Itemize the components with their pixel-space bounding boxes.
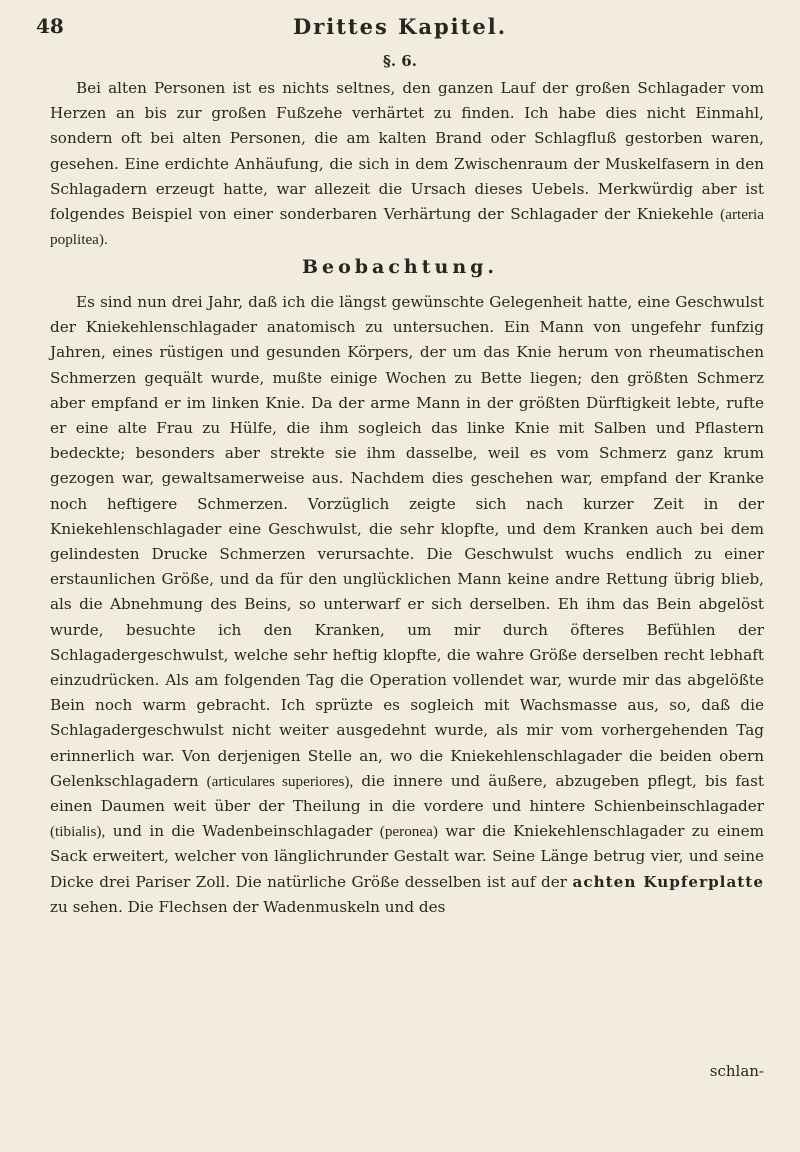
page-number: 48 xyxy=(36,14,64,38)
section-mark: §. 6. xyxy=(383,52,417,70)
latin-term: (peronea) xyxy=(379,823,438,841)
plate-reference: achten Kupferplatte xyxy=(572,872,764,891)
paragraph-1-text: Bei alten Personen ist es nichts seltnes, den ganzen Lauf der großen Schlagader vom Herzen an bis zur großen Fußzehe verhärtet zu finden. Ich habe dies nicht Einmahl, sondern oft bei alten Personen, die am kalten Brand oder Schlagfluß gestorben waren, gesehen. Eine erdichte Anhäufung, die sich in dem Zwischenraum der Muskelfasern in den Schlagadern erzeugt hatte, war allezeit die Ursach dieses Uebels. Merkwürdig aber ist folgendes Beispiel von einer sonderbaren Verhärtung der Schlagader der Kniekehle xyxy=(50,79,764,224)
paragraph-2-part-3: und in die Wadenbeinschlagader xyxy=(112,822,373,841)
paragraph-1 xyxy=(50,76,764,252)
paragraph-2 xyxy=(50,290,764,920)
latin-term: (tibialis), xyxy=(50,823,106,841)
running-head: Drittes Kapitel. xyxy=(292,14,508,39)
paragraph-2-part-1: Es sind nun drei Jahr, daß ich die längst gewünschte Gelegenheit hatte, eine Geschwulst der Kniekehlenschlagader anatomisch zu untersuchen. Ein Mann von ungefehr funfzig Jahren, eines rüstigen und gesunden Körpers, der um das Knie herum von rheumatischen Schmerzen gequält wurde, mußte einige Wochen zu Bette liegen; den größten Schmerz aber empfand er im linken Knie. Da der arme Mann in der größten Dürftigkeit lebte, rufte er eine alte Frau zu Hülfe, die ihm sogleich das linke Knie mit Salben und Pflastern bedeckte; besonders aber strekte sie ihm dasselbe, weil es vom Schmerz ganz krum gezogen war, gewaltsamerweise aus. Nachdem dies geschehen war, empfand der Kranke noch heftigere Schmerzen. Vorzüglich zeigte sich nach kurzer Zeit in der Kniekehlenschlagader eine Geschwulst, die sehr klopfte, und dem Kranken auch bei dem gelindesten Drucke Schmerzen verursachte. Die Geschwulst wuchs endlich zu einer erstaunlichen Größe, und da für den unglücklichen Mann keine andre Rettung übrig blieb, als die Abnehmung des Beins, so unterwarf er sich derselben. Eh ihm das Bein abgelöst wurde, besuchte ich den Kranken, um mir durch öfteres Befühlen der Schlagadergeschwulst, welche sehr heftig klopfte, die wahre Größe derselben recht lebhaft einzudrücken. Als am folgenden Tag die Operation vollendet war, wurde mir das abgelößte Bein noch warm gebracht. Ich sprüzte es sogleich mit Wachsmasse aus, so, daß die Schlagadergeschwulst nicht weiter ausgedehnt wurde, als mir vom vorhergehenden Tag erinnerlich war. Von derjenigen Stelle an, wo die Kniekehlenschlagader die beiden obern Gelenkschlagadern xyxy=(50,293,764,790)
paragraph-2-part-2: die innere und äußere, abzugeben pflegt, bis fast einen Daumen weit über der Theilung in die vordere und hintere Schienbeinschlagader xyxy=(50,771,765,816)
latin-term: (arteria poplitea). xyxy=(50,206,764,249)
latin-term: (articulares superiores), xyxy=(206,772,354,790)
paragraph-2-part-5: zu sehen. Die Flechsen der Wadenmuskeln und des xyxy=(50,897,446,916)
observation-heading: Beobachtung. xyxy=(301,256,499,278)
catchword: schlan- xyxy=(709,1062,764,1080)
paragraph-2-part-4: war die Kniekehlenschlagader zu einem Sack erweitert, welcher von länglichrunder Gestalt war. Seine Länge betrug vier, und seine Dicke drei Pariser Zoll. Die natürliche Größe desselben ist auf der xyxy=(50,822,765,891)
